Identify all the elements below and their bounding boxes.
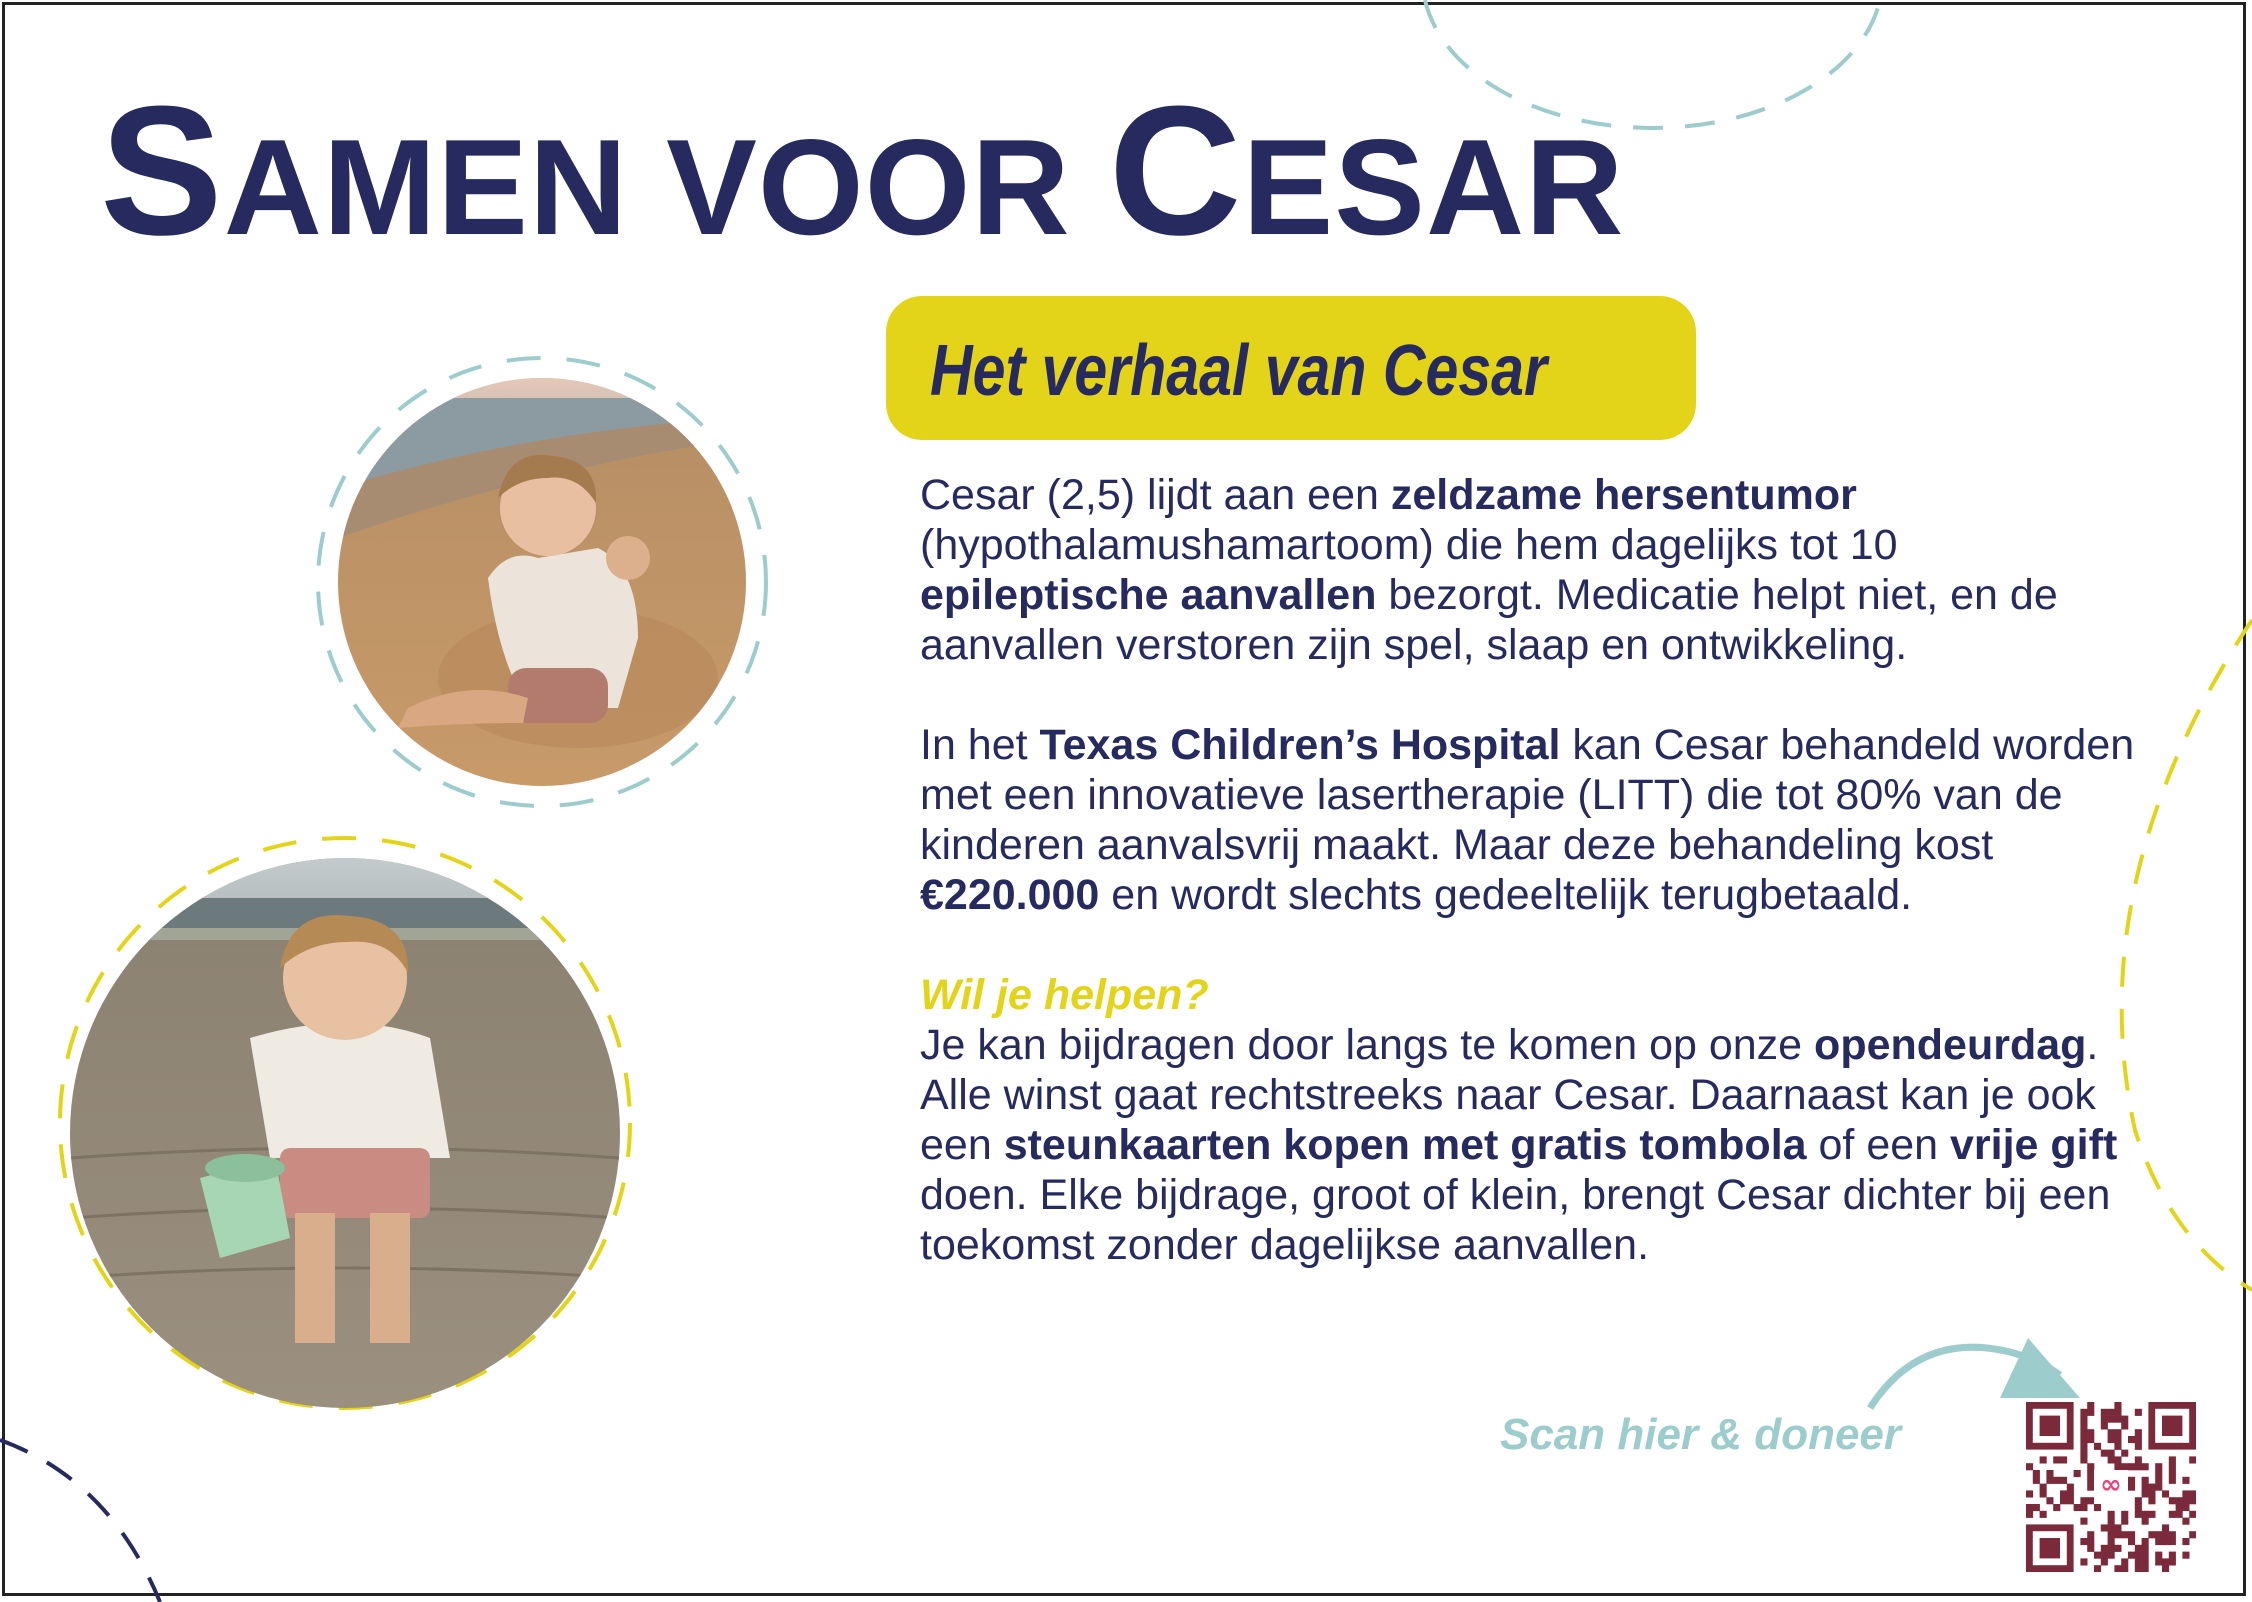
emphasis-free-gift: vrije gift <box>1950 1121 2118 1169</box>
help-heading: Wil je helpen? <box>920 971 1209 1019</box>
paragraph-treatment: In het Texas Children’s Hospital kan Cesar behandeld worden met een innovatieve lasertherapie (LITT) die tot 80% van de kinderen aanvalsvrij maakt. Maar deze behandeling kost €220.000 en wordt slechts gedeeltelijk terugbetaald. <box>920 721 2135 919</box>
emphasis-open-day: opendeurdag <box>1814 1021 2087 1069</box>
emphasis-hospital: Texas Children’s Hospital <box>1039 721 1561 769</box>
emphasis-brain-tumor: zeldzame hersentumor <box>1390 471 1857 519</box>
title-word-voor: VOOR <box>666 111 1071 263</box>
story-heading: Het verhaal van Cesar <box>930 331 1547 411</box>
paragraph-help: Wil je helpen? Je kan bijdragen door langs te komen op onze opendeurdag. Alle winst gaat rechtstreeks naar Cesar. Daarnaast kan je ook een steunkaarten kopen met gratis tombola of een vrije gift doen. Elke bijdrage, groot of klein, brengt Cesar dichter bij een toekomst zonder dagelijkse aanvallen. <box>920 970 2150 1270</box>
emphasis-cost: €220.000 <box>920 871 1100 919</box>
emphasis-support-cards: steunkaarten kopen met gratis tombola <box>1003 1121 1807 1169</box>
title-initial-c: C <box>1108 67 1243 273</box>
title-word-samen: AMEN <box>223 111 629 263</box>
title-word-cesar: ESAR <box>1242 111 1625 263</box>
infinity-icon: ∞ <box>2100 1470 2122 1501</box>
paragraph-diagnosis: Cesar (2,5) lijdt aan een zeldzame hersentumor (hypothalamushamartoom) die hem dagelijks tot 10 epileptische aanvallen bezorgt. Medicatie helpt niet, en de aanvallen verstoren zijn spel, slaap en ontwikkeling. <box>920 471 2058 669</box>
title-initial-s: S <box>100 67 224 273</box>
scan-donate-label: Scan hier & doneer <box>1500 1410 1902 1459</box>
emphasis-seizures: epileptische aanvallen <box>920 571 1377 619</box>
qr-code[interactable] <box>2026 1402 2196 1572</box>
